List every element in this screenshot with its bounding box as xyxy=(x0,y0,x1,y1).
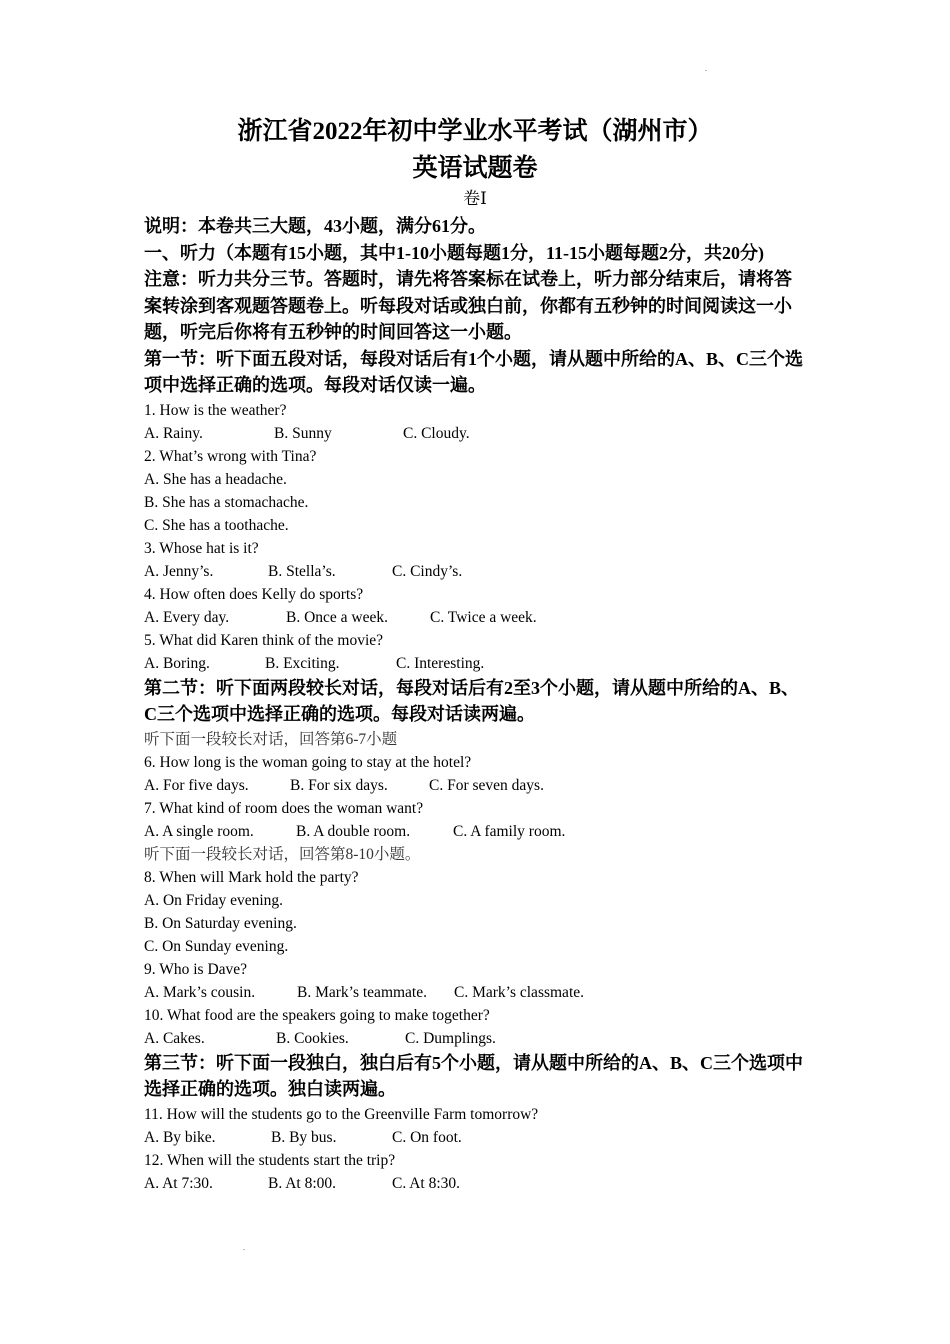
intro-text: 说明：本卷共三大题，43小题，满分61分。 xyxy=(144,216,486,236)
option-a: A. On Friday evening. xyxy=(144,891,284,909)
option-c: C. On foot. xyxy=(392,1128,462,1146)
notice-text: 注意：听力共分三节。答题时，请先将答案标在试卷上，听力部分结束后，请将答案转涂到客观题答题卷上。听每段对话或独白前，你都有五秒钟的时间阅读这一小题，听完后你将有五秒钟的时间回答这一小题。 xyxy=(144,269,792,342)
options-9 xyxy=(144,981,806,1004)
option-a: A. Mark’s cousin. xyxy=(144,983,256,1001)
option-c: C. Dumplings. xyxy=(405,1029,496,1047)
option-b: B. Once a week. xyxy=(286,608,388,626)
option-a: A. A single room. xyxy=(144,822,254,840)
option-b: B. Cookies. xyxy=(276,1029,349,1047)
options-5 xyxy=(144,652,806,675)
option-c: C. Interesting. xyxy=(396,654,485,672)
option-c: C. Cloudy. xyxy=(403,424,470,442)
option-b: B. At 8:00. xyxy=(268,1174,337,1192)
part1-heading: 一、听力（本题有15小题，其中1-10小题每题1分，11-15小题每题2分，共20分) xyxy=(144,242,764,263)
exam-title: 浙江省2022年初中学业水平考试（湖州市） xyxy=(237,118,713,145)
option-a: A. Cakes. xyxy=(144,1029,205,1047)
option-b: B. Sunny xyxy=(274,424,332,442)
options-3 xyxy=(144,560,806,583)
option-c: C. Twice a week. xyxy=(430,608,537,626)
section2-heading: 第二节：听下面两段较长对话，每段对话后有2至3个小题，请从题中所给的A、B、C三个选项中选择正确的选项。每段对话读两遍。 xyxy=(144,677,800,724)
option-c: C. For seven days. xyxy=(429,776,544,794)
section3-heading: 第三节：听下面一段独白，独白后有5个小题，请从题中所给的A、B、C三个选项中选择正确的选项。独白读两遍。 xyxy=(144,1052,804,1099)
option-a: A. At 7:30. xyxy=(144,1174,213,1192)
option-a: A. Every day. xyxy=(144,608,230,626)
option-b: B. She has a stomachache. xyxy=(144,493,309,511)
section2-note-2: 听下面一段较长对话，回答第8-10小题。 xyxy=(144,845,421,863)
question-4: 4. How often does Kelly do sports? xyxy=(144,585,364,603)
option-a: A. For five days. xyxy=(144,776,249,794)
options-7 xyxy=(144,820,806,843)
question-8: 8. When will Mark hold the party? xyxy=(144,868,359,886)
section1-heading: 第一节：听下面五段对话，每段对话后有1个小题，请从题中所给的A、B、C三个选项中选择正确的选项。每段对话仅读一遍。 xyxy=(144,348,804,395)
question-10: 10. What food are the speakers going to make together? xyxy=(144,1006,490,1024)
exam-body xyxy=(144,213,806,1195)
question-3: 3. Whose hat is it? xyxy=(144,539,259,557)
option-b: B. On Saturday evening. xyxy=(144,914,297,932)
option-a: A. By bike. xyxy=(144,1128,216,1146)
section2-note-1: 听下面一段较长对话，回答第6-7小题 xyxy=(144,730,398,748)
option-a: A. She has a headache. xyxy=(144,470,287,488)
question-9: 9. Who is Dave? xyxy=(144,960,248,978)
option-b: B. Exciting. xyxy=(265,654,340,672)
question-12: 12. When will the students start the trip? xyxy=(144,1151,396,1169)
option-b: B. Mark’s teammate. xyxy=(297,983,427,1001)
option-c: C. She has a toothache. xyxy=(144,516,289,534)
question-11: 11. How will the students go to the Greenville Farm tomorrow? xyxy=(144,1105,539,1123)
option-c: C. A family room. xyxy=(453,822,566,840)
question-1: 1. How is the weather? xyxy=(144,401,287,419)
options-11 xyxy=(144,1126,806,1149)
options-1 xyxy=(144,422,806,445)
option-a: A. Rainy. xyxy=(144,424,203,442)
option-b: B. A double room. xyxy=(296,822,411,840)
option-a: A. Jenny’s. xyxy=(144,562,214,580)
option-b: B. By bus. xyxy=(271,1128,337,1146)
option-b: B. Stella’s. xyxy=(268,562,336,580)
option-c: C. Mark’s classmate. xyxy=(454,983,585,1001)
options-12 xyxy=(144,1172,806,1195)
options-10 xyxy=(144,1027,806,1050)
question-7: 7. What kind of room does the woman want? xyxy=(144,799,424,817)
volume-label: 卷Ⅰ xyxy=(463,189,487,208)
exam-subtitle: 英语试题卷 xyxy=(412,155,538,182)
option-c: C. At 8:30. xyxy=(392,1174,461,1192)
question-2: 2. What’s wrong with Tina? xyxy=(144,447,317,465)
option-c: C. Cindy’s. xyxy=(392,562,463,580)
question-6: 6. How long is the woman going to stay at the hotel? xyxy=(144,753,472,771)
question-5: 5. What did Karen think of the movie? xyxy=(144,631,384,649)
scan-speck xyxy=(705,70,707,71)
scan-speck xyxy=(243,1249,245,1250)
option-c: C. On Sunday evening. xyxy=(144,937,289,955)
option-b: B. For six days. xyxy=(290,776,388,794)
options-4 xyxy=(144,606,806,629)
option-a: A. Boring. xyxy=(144,654,210,672)
options-6 xyxy=(144,774,806,797)
